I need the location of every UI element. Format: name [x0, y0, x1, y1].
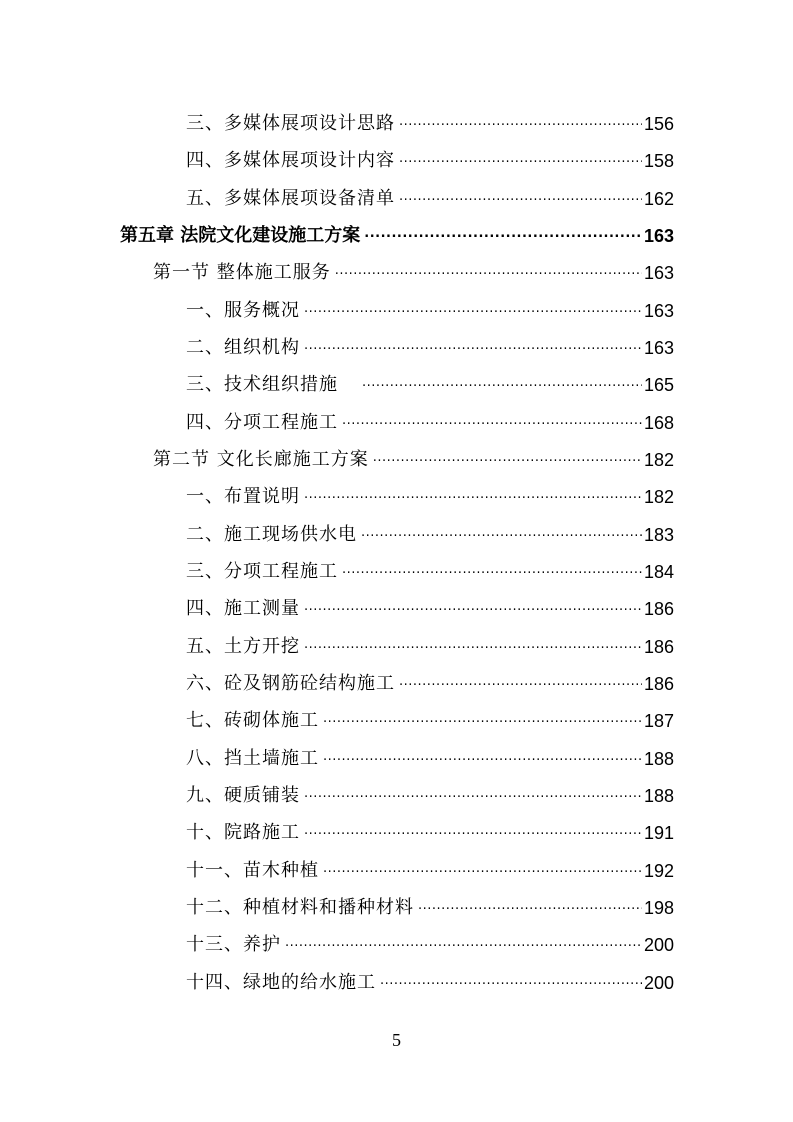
toc-entry-label: 三、多媒体展项设计思路	[186, 113, 395, 134]
toc-entry[interactable]	[186, 478, 674, 508]
toc-section-entry[interactable]	[153, 441, 674, 471]
toc-entry-page: 187	[643, 711, 674, 731]
toc-entry-page: 198	[643, 898, 674, 918]
toc-entry-label: 四、分项工程施工	[186, 412, 338, 433]
toc-entry[interactable]	[186, 702, 674, 732]
toc-entry-label: 四、施工测量	[186, 598, 300, 619]
toc-entry[interactable]	[186, 516, 674, 546]
toc-entry-label: 十三、养护	[186, 934, 281, 955]
toc-entry-label: 六、砼及钢筋砼结构施工	[186, 673, 395, 694]
toc-dot-leader	[342, 561, 642, 583]
toc-dot-leader	[304, 598, 642, 620]
toc-dot-leader	[323, 710, 642, 732]
toc-dot-leader	[335, 262, 642, 284]
toc-entry[interactable]	[186, 665, 674, 695]
toc-entry-label: 三、技术组织措施	[186, 374, 338, 395]
toc-entry-label: 四、多媒体展项设计内容	[186, 150, 395, 171]
toc-entry-label: 八、挡土墙施工	[186, 748, 319, 769]
toc-dot-leader	[399, 150, 642, 172]
toc-dot-leader	[399, 673, 642, 695]
toc-entry-label: 十二、种植材料和播种材料	[186, 897, 414, 918]
toc-entry[interactable]	[186, 553, 674, 583]
toc-entry-page: 163	[643, 226, 674, 246]
toc-entry-label: 第二节 文化长廊施工方案	[153, 449, 369, 470]
toc-entry-page: 200	[643, 973, 674, 993]
toc-entry-page: 163	[643, 338, 674, 358]
toc-entry-page: 158	[643, 151, 674, 171]
toc-entry-page: 168	[643, 413, 674, 433]
toc-dot-leader	[342, 412, 642, 434]
toc-entry-label: 三、分项工程施工	[186, 561, 338, 582]
toc-entry-label: 五、土方开挖	[186, 636, 300, 657]
toc-entry[interactable]	[186, 180, 674, 210]
toc-section-entry[interactable]	[153, 254, 674, 284]
toc-entry-page: 184	[643, 562, 674, 582]
toc-entry[interactable]	[186, 292, 674, 322]
toc-entry[interactable]	[186, 404, 674, 434]
toc-entry[interactable]	[186, 740, 674, 770]
toc-dot-leader	[380, 972, 642, 994]
toc-entry-page: 165	[643, 375, 674, 395]
toc-entry-label: 第五章 法院文化建设施工方案	[120, 225, 361, 246]
toc-entry-page: 163	[643, 263, 674, 283]
toc-entry[interactable]	[186, 889, 674, 919]
toc-dot-leader	[323, 860, 642, 882]
toc-dot-leader	[304, 822, 642, 844]
page-number: 5	[392, 1030, 401, 1050]
toc-entry-page: 191	[643, 823, 674, 843]
toc-dot-leader	[373, 449, 642, 471]
toc-dot-leader	[304, 785, 642, 807]
toc-entry[interactable]	[186, 590, 674, 620]
toc-entry[interactable]	[186, 777, 674, 807]
toc-dot-leader	[323, 748, 642, 770]
toc-entry[interactable]	[186, 366, 674, 396]
toc-entry-label: 十四、绿地的给水施工	[186, 972, 376, 993]
toc-dot-leader	[362, 374, 642, 396]
toc-entry-page: 188	[643, 786, 674, 806]
toc-dot-leader	[304, 300, 642, 322]
toc-dot-leader	[285, 934, 642, 956]
toc-dot-leader	[304, 337, 642, 359]
toc-entry-label: 九、硬质铺装	[186, 785, 300, 806]
toc-entry-label: 二、施工现场供水电	[186, 524, 357, 545]
toc-entry-page: 182	[643, 450, 674, 470]
toc-entry[interactable]	[186, 814, 674, 844]
toc-entry-page: 192	[643, 861, 674, 881]
toc-dot-leader	[399, 188, 642, 210]
toc-entry-page: 186	[643, 599, 674, 619]
toc-entry[interactable]	[186, 964, 674, 994]
toc-entry[interactable]	[186, 628, 674, 658]
toc-dot-leader	[399, 113, 642, 135]
toc-dot-leader	[361, 524, 642, 546]
toc-entry-page: 188	[643, 749, 674, 769]
toc-entry-page: 183	[643, 525, 674, 545]
toc-entry-label: 二、组织机构	[186, 337, 300, 358]
toc-entry-page: 200	[643, 935, 674, 955]
toc-entry[interactable]	[186, 105, 674, 135]
toc-entry[interactable]	[186, 926, 674, 956]
toc-entry-label: 十一、苗木种植	[186, 860, 319, 881]
toc-entry-page: 163	[643, 301, 674, 321]
toc-entry-label: 五、多媒体展项设备清单	[186, 188, 395, 209]
toc-dot-leader	[304, 636, 642, 658]
toc-entry-page: 186	[643, 637, 674, 657]
toc-entry[interactable]	[186, 852, 674, 882]
toc-entry-label: 一、布置说明	[186, 486, 300, 507]
toc-entry-page: 186	[643, 674, 674, 694]
toc-entry-label: 十、院路施工	[186, 822, 300, 843]
toc-dot-leader	[304, 486, 642, 508]
toc-entry-label: 一、服务概况	[186, 300, 300, 321]
toc-entry-page: 182	[643, 487, 674, 507]
toc-entry-page: 162	[643, 189, 674, 209]
toc-entry-label: 第一节 整体施工服务	[153, 262, 331, 283]
toc-entry[interactable]	[186, 142, 674, 172]
toc-dot-leader	[364, 225, 642, 247]
toc-entry-page: 156	[643, 114, 674, 134]
toc-entry-label: 七、砖砌体施工	[186, 710, 319, 731]
toc-dot-leader	[418, 897, 642, 919]
toc-entry[interactable]	[186, 329, 674, 359]
toc-chapter-entry[interactable]	[120, 217, 674, 247]
